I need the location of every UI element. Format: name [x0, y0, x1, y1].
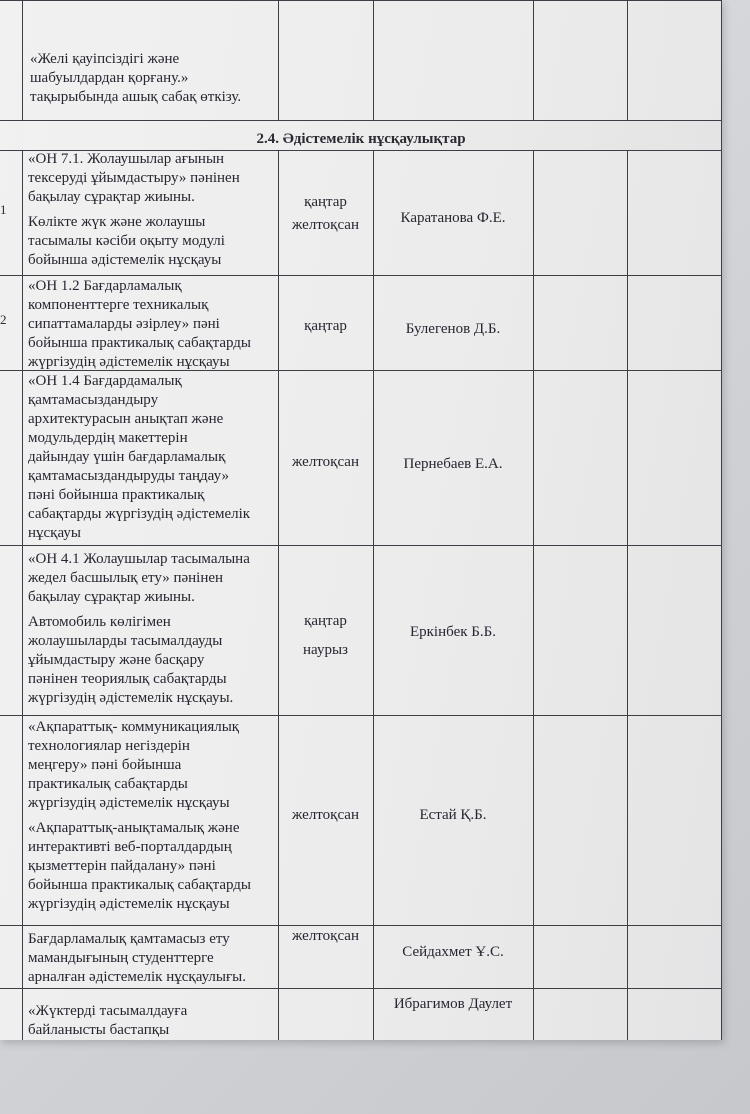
text-line: бақылау сұрақтар жиыны. — [28, 189, 195, 205]
text-line: нұсқауы — [28, 525, 81, 541]
row-1-description — [28, 150, 276, 270]
row-divider — [0, 715, 722, 716]
text-line: қамтамасыздандыру — [28, 392, 159, 408]
text-line: практикалық сабақтарды — [28, 776, 188, 792]
column-divider — [533, 0, 534, 1040]
row-7-description — [28, 1002, 276, 1040]
text-line: Бағдарламалық қамтамасыз ету — [28, 931, 230, 947]
row-4-date — [278, 607, 373, 665]
row-4-responsible: Еркінбек Б.Б. — [409, 624, 496, 640]
row-3-responsible: Пернебаев Е.А. — [403, 456, 503, 472]
text-line: сабақтарды жүргізудің әдістемелік — [28, 506, 251, 522]
text-line: мамандығының студенттерге — [28, 950, 214, 966]
text-line: технологиялар негіздерін — [28, 738, 190, 754]
text-line: жолаушыларды тасымалдауды — [28, 633, 223, 649]
text-line: ұйымдастыру және басқару — [28, 652, 205, 668]
row-2-responsible: Булегенов Д.Б. — [405, 321, 501, 337]
row-4-description — [28, 550, 276, 708]
text-line: тасымалы кәсіби оқыту модулі — [28, 233, 225, 249]
month: қаңтар — [304, 194, 347, 210]
text-line: шабуылдардан қорғану.» — [30, 70, 189, 86]
month: желтоқсан — [292, 217, 359, 233]
row-6-description — [28, 930, 276, 987]
row-divider — [0, 988, 722, 989]
row-5-responsible: Естай Қ.Б. — [419, 807, 487, 823]
column-divider — [373, 0, 374, 1040]
row-6-date: желтоқсан — [292, 928, 359, 944]
text-line: «Жүктерді тасымалдауға — [28, 1003, 188, 1019]
text-line: компоненттерге техникалық — [28, 297, 209, 313]
text-line: модульдердің макеттерін — [28, 430, 188, 446]
text-line: Автомобиль көлігімен — [28, 614, 171, 630]
row-6-responsible: Сейдахмет Ұ.С. — [402, 944, 504, 960]
text-line: «Ақпараттық-анықтамалық және — [28, 820, 240, 836]
row-number: 1 — [0, 202, 7, 217]
text-line: интерактивті веб-порталдардың — [28, 839, 232, 855]
text-line: Көлікте жүк және жолаушы — [28, 214, 206, 230]
text-line: пәні бойынша практикалық — [28, 487, 205, 503]
row-divider — [0, 545, 722, 546]
text-line: тақырыбында ашық сабақ өткізу. — [30, 89, 242, 105]
text-line: сипаттамаларды әзірлеу» пәні — [28, 316, 220, 332]
text-line: бойынша практикалық сабақтарды — [28, 877, 252, 893]
row-divider — [0, 925, 722, 926]
row-5-date: желтоқсан — [292, 807, 359, 823]
text-line: бақылау сұрақтар жиыны. — [28, 589, 195, 605]
text-line: архитектурасын анықтап және — [28, 411, 224, 427]
row-7-responsible: Ибрагимов Даулет — [393, 996, 513, 1012]
text-line: жүргізудің әдістемелік нұсқауы. — [28, 690, 234, 706]
text-line: бойынша практикалық сабақтарды — [28, 335, 252, 351]
text-line: қызметтерін пайдалану» пәні — [28, 858, 216, 874]
text-line: меңгеру» пәні бойынша — [28, 757, 182, 773]
text-line: «ОН 4.1 Жолаушылар тасымалына — [28, 551, 250, 567]
row-2-date: қаңтар — [304, 318, 347, 334]
row-1-date — [278, 191, 373, 237]
row-3-description — [28, 372, 276, 543]
open-lesson-topic — [30, 50, 276, 107]
text-line: «ОН 7.1. Жолаушылар ағынын — [28, 151, 225, 167]
text-line: арналған әдістемелік нұсқаулығы. — [28, 969, 246, 985]
text-line: жүргізудің әдістемелік нұсқауы — [28, 795, 230, 811]
row-number: 2 — [0, 312, 7, 327]
row-2-description — [28, 277, 276, 372]
row-1-responsible: Каратанова Ф.Е. — [400, 210, 506, 226]
text-line: жүргізудің әдістемелік нұсқауы — [28, 354, 230, 370]
row-3-date: желтоқсан — [292, 454, 359, 470]
text-line: «Ақпараттық- коммуникациялық — [28, 719, 240, 735]
text-line: «ОН 1.4 Бағдардамалық — [28, 373, 182, 389]
month: наурыз — [303, 642, 348, 658]
column-divider — [22, 0, 23, 1040]
text-line: «Желі қауіпсіздігі және — [30, 51, 180, 67]
text-line: жедел басшылық ету» пәнінен — [28, 570, 224, 586]
text-line: қамтамасыздандыруды таңдау» — [28, 468, 229, 484]
text-line: дайындау үшін бағдарламалық — [28, 449, 226, 465]
text-line: «ОН 1.2 Бағдарламалық — [28, 278, 182, 294]
text-line: бойынша әдістемелік нұсқауы — [28, 252, 222, 268]
month: қаңтар — [304, 613, 347, 629]
column-divider — [721, 0, 722, 1040]
column-divider — [627, 0, 628, 1040]
text-line: пәнінен теориялық сабақтарды — [28, 671, 227, 687]
row-divider — [0, 0, 722, 1]
text-line: байланысты бастапқы — [28, 1022, 170, 1038]
column-divider — [278, 0, 279, 1040]
row-divider — [0, 275, 722, 276]
section-title: 2.4. Әдістемелік нұсқаулықтар — [256, 131, 466, 147]
text-line: жүргізудің әдістемелік нұсқауы — [28, 896, 230, 912]
text-line: тексеруді ұйымдастыру» пәнінен — [28, 170, 240, 186]
row-5-description — [28, 718, 276, 914]
